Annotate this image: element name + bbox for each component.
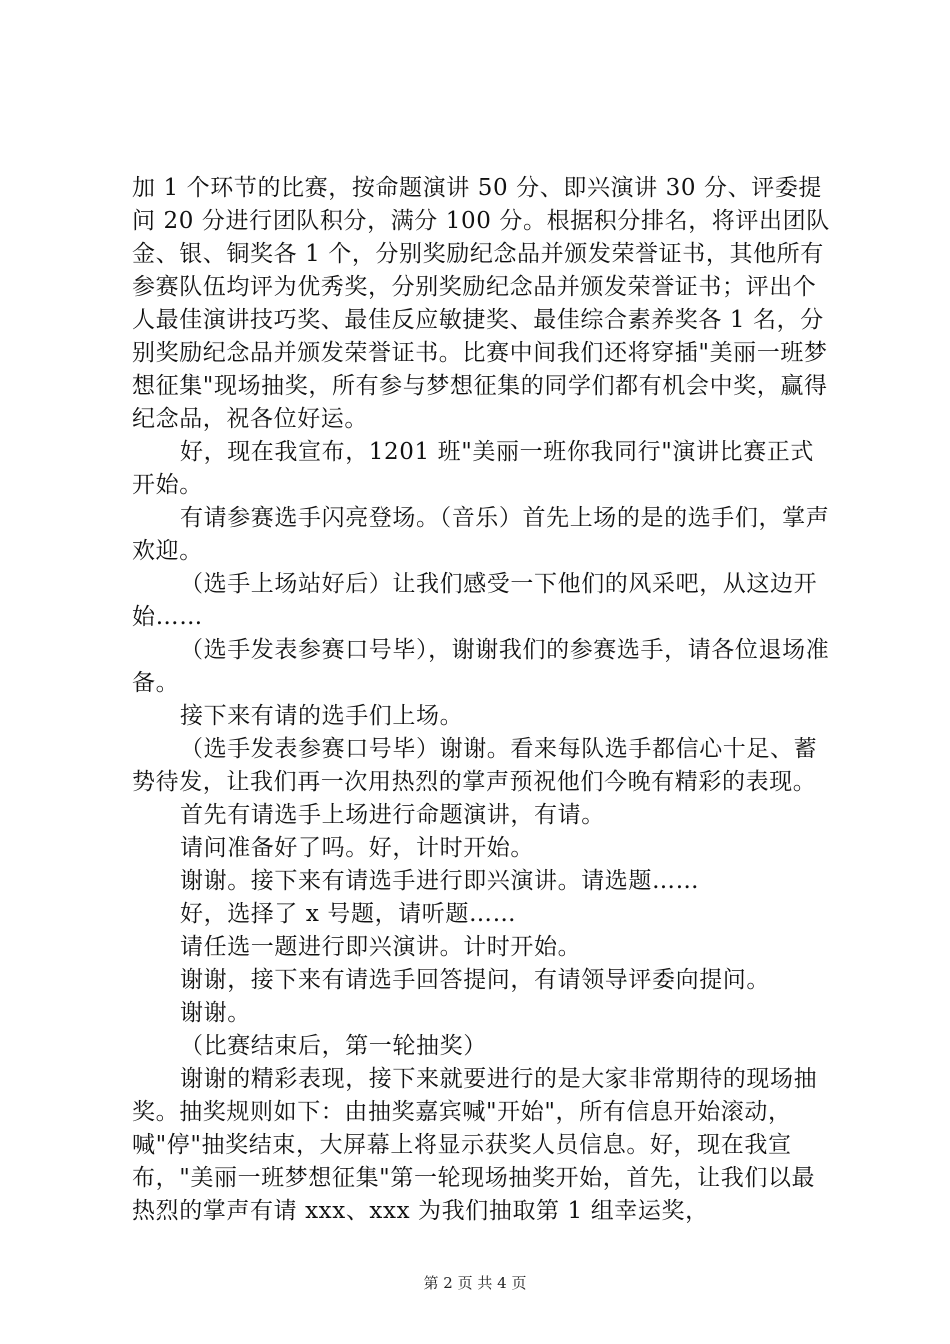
paragraph: 谢谢的精彩表现，接下来就要进行的是大家非常期待的现场抽奖。抽奖规则如下：由抽奖嘉宾喊"开始"，所有信息开始滚动，喊"停"抽奖结束，大屏幕上将显示获奖人员信息。好，现在我宣布，"美丽一班梦想征集"第一轮现场抽奖开始，首先，让我们以最热烈的掌声有请 xxx、xxx 为我们抽取第 1 组幸运奖， (132, 1066, 818, 1224)
paragraph: 好，现在我宣布，1201 班"美丽一班你我同行"演讲比赛正式开始。 (132, 439, 815, 498)
paragraph: 谢谢。 (180, 1000, 251, 1026)
paragraph: 谢谢，接下来有请选手回答提问，有请领导评委向提问。 (180, 967, 770, 993)
paragraph: （选手发表参赛口号毕），谢谢我们的参赛选手，请各位退场准备。 (132, 637, 830, 696)
paragraph: 请任选一题进行即兴演讲。计时开始。 (180, 934, 582, 960)
paragraph: 首先有请选手上场进行命题演讲，有请。 (180, 802, 605, 828)
document-body (132, 172, 832, 1228)
page-number-footer: 第 2 页 共 4 页 (423, 1274, 527, 1292)
paragraph: 好，选择了 x 号题，请听题…… (180, 901, 517, 927)
paragraph: （比赛结束后，第一轮抽奖） (180, 1033, 487, 1059)
paragraph: 请问准备好了吗。好，计时开始。 (180, 835, 534, 861)
paragraph: 谢谢。接下来有请选手进行即兴演讲。请选题…… (180, 868, 700, 894)
paragraph: （选手发表参赛口号毕）谢谢。看来每队选手都信心十足、蓄势待发，让我们再一次用热烈的掌声预祝他们今晚有精彩的表现。 (132, 736, 818, 795)
paragraph: （选手上场站好后）让我们感受一下他们的风采吧，从这边开始…… (132, 571, 818, 630)
paragraph: 接下来有请的选手们上场。 (180, 703, 464, 729)
paragraph: 有请参赛选手闪亮登场。（音乐）首先上场的是的选手们，掌声欢迎。 (132, 505, 830, 564)
paragraph: 加 1 个环节的比赛，按命题演讲 50 分、即兴演讲 30 分、评委提问 20 分进行团队积分，满分 100 分。根据积分排名，将评出团队金、银、铜奖各 1 个，分别奖励纪念品并颁发荣誉证书，其他所有参赛队伍均评为优秀奖，分别奖励纪念品并颁发荣誉证书；评出个人最佳演讲技巧奖、最佳反应敏捷奖、最佳综合素养奖各 1 名，分别奖励纪念品并颁发荣誉证书。比赛中间我们还将穿插"美丽一班梦想征集"现场抽奖，所有参与梦想征集的同学们都有机会中奖，赢得纪念品，祝各位好运。 (132, 175, 830, 432)
